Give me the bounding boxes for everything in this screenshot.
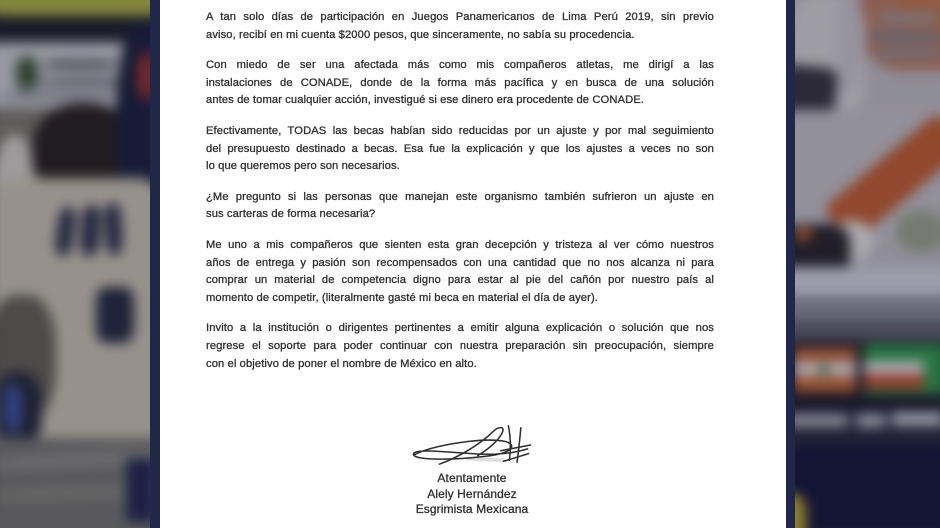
paragraph-6 (206, 320, 714, 373)
letter-line: aviso, recibí en mi cuenta $2000 pesos, que sinceramente, no sabía su procedencia. (206, 28, 635, 41)
paragraph-4 (206, 189, 714, 224)
signature-scribble-icon (402, 422, 542, 468)
letter-line: A tan solo días de participación en Juegos Panamericanos de Lima Perú 2019, sin previo (206, 11, 714, 23)
letter-line: del presupuesto destinado a becas. Esa fue la explicación y que los ajustes a veces no son (206, 142, 714, 155)
letter-line: con el objetivo de poner el nombre de México en alto. (206, 357, 477, 370)
letter-document (150, 0, 795, 528)
letter-line: comprar un material de competencia digno para estar al pie del cañón por nuestro país al (206, 274, 714, 287)
letter-line: años de entrega y pasión son recompensados con una cantidad que no nos alcanza ni para (206, 256, 714, 269)
letter-line: antes de tomar cualquier acción, investigué si ese dinero era procedente de CONADE. (206, 94, 645, 107)
letter-line: Invito a la institución o dirigentes pertinentes a emitir alguna explicación o solución que nos (206, 322, 714, 335)
signer-title: Esgrimista Mexicana (415, 502, 529, 517)
letter-line: Efectivamente, TODAS las becas habían sido reducidas por un ajuste y por mal seguimiento (206, 124, 714, 137)
letter-line: instalaciones de CONADE, donde de la forma más pacífica y en busca de una solución (206, 76, 714, 89)
letter-line: Con miedo de ser una afectada más como mis compañeros atletas, me dirigí a las (206, 59, 714, 72)
paragraph-5 (206, 237, 714, 307)
signature-block (218, 422, 726, 518)
letter-line: lo que queremos pero son necesarios. (206, 160, 400, 173)
letter-line: ¿Me pregunto si las personas que manejan este organismo también sufrieron un ajuste en (206, 190, 714, 203)
letter-line: momento de competir, (literalmente gasté mi beca en material el día de ayer). (206, 291, 598, 304)
letter-line: regrese el soporte para poder continuar con nuestra preparación sin preocupación, siempre (206, 339, 714, 352)
paragraph-2 (206, 57, 714, 110)
letter-body (160, 0, 786, 518)
paragraph-1 (206, 9, 714, 44)
letter-line: Me uno a mis compañeros que sienten esta gran decepción y tristeza al ver cómo nuestros (206, 238, 714, 251)
letter-line: sus carteras de forma necesaria? (206, 208, 376, 221)
signer-name: Alely Hernández (427, 486, 517, 501)
closing-salutation: Atentamente (437, 471, 507, 486)
paragraph-3 (206, 123, 714, 176)
